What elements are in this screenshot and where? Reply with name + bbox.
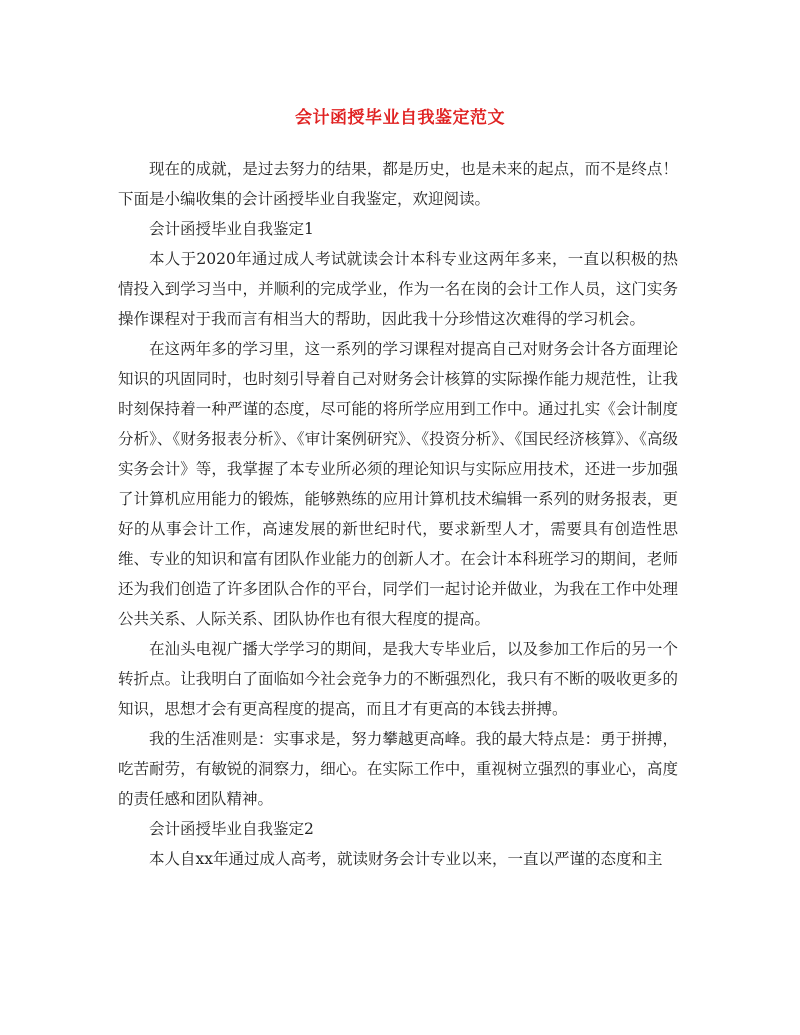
document-title: 会计函授毕业自我鉴定范文 xyxy=(295,108,505,128)
paragraph: 我的生活准则是：实事求是，努力攀越更高峰。我的最大特点是：勇于拼搏，吃苦耐劳，有敏锐的洞察力，细心。在实际工作中，重视树立强烈的事业心，高度的责任感和团队精神。 xyxy=(118,730,678,808)
paragraph: 本人自xx年通过成人高考，就读财务会计专业以来，一直以严谨的态度和主 xyxy=(149,850,663,868)
paragraph: 在这两年多的学习里，这一系列的学习课程对提高自己对财务会计各方面理论知识的巩固同时，也时刻引导着自己对财务会计核算的实际操作能力规范性，让我时刻保持着一种严谨的态度，尽可能的将所学应用到工作中。通过扎实《会计制度分析》、《财务报表分析》、《审计案例研究》、《投资分析》、《国民经济核算》、《高级实务会计》等，我掌握了本专业所必须的理论知识与实际应用技术，还进一步加强了计算机应用能力的锻炼，能够熟练的应用计算机技术编辑一系列的财务报表，更好的从事会计工作，高速发展的新世纪时代，要求新型人才，需要具有创造性思维、专业的知识和富有团队作业能力的创新人才。在会计本科班学习的期间，老师还为我们创造了许多团队合作的平台，同学们一起讨论并做业，为我在工作中处理公共关系、人际关系、团队协作也有很大程度的提高。 xyxy=(118,340,678,628)
paragraph: 本人于2020年通过成人考试就读会计本科专业这两年多来，一直以积极的热情投入到学习当中，并顺利的完成学业，作为一名在岗的会计工作人员，这门实务操作课程对于我而言有相当大的帮助，因此我十分珍惜这次难得的学习机会。 xyxy=(118,250,678,328)
section-heading-1: 会计函授毕业自我鉴定1 xyxy=(149,220,314,238)
section-heading-2: 会计函授毕业自我鉴定2 xyxy=(149,820,314,838)
paragraph: 在汕头电视广播大学学习的期间，是我大专毕业后，以及参加工作后的另一个转折点。让我明白了面临如今社会竞争力的不断强烈化，我只有不断的吸收更多的知识，思想才会有更高程度的提高，而且才有更高的本钱去拼搏。 xyxy=(118,640,678,718)
document-body xyxy=(118,154,678,874)
intro-paragraph: 现在的成就，是过去努力的结果，都是历史，也是未来的起点，而不是终点！下面是小编收集的会计函授毕业自我鉴定，欢迎阅读。 xyxy=(118,160,678,208)
